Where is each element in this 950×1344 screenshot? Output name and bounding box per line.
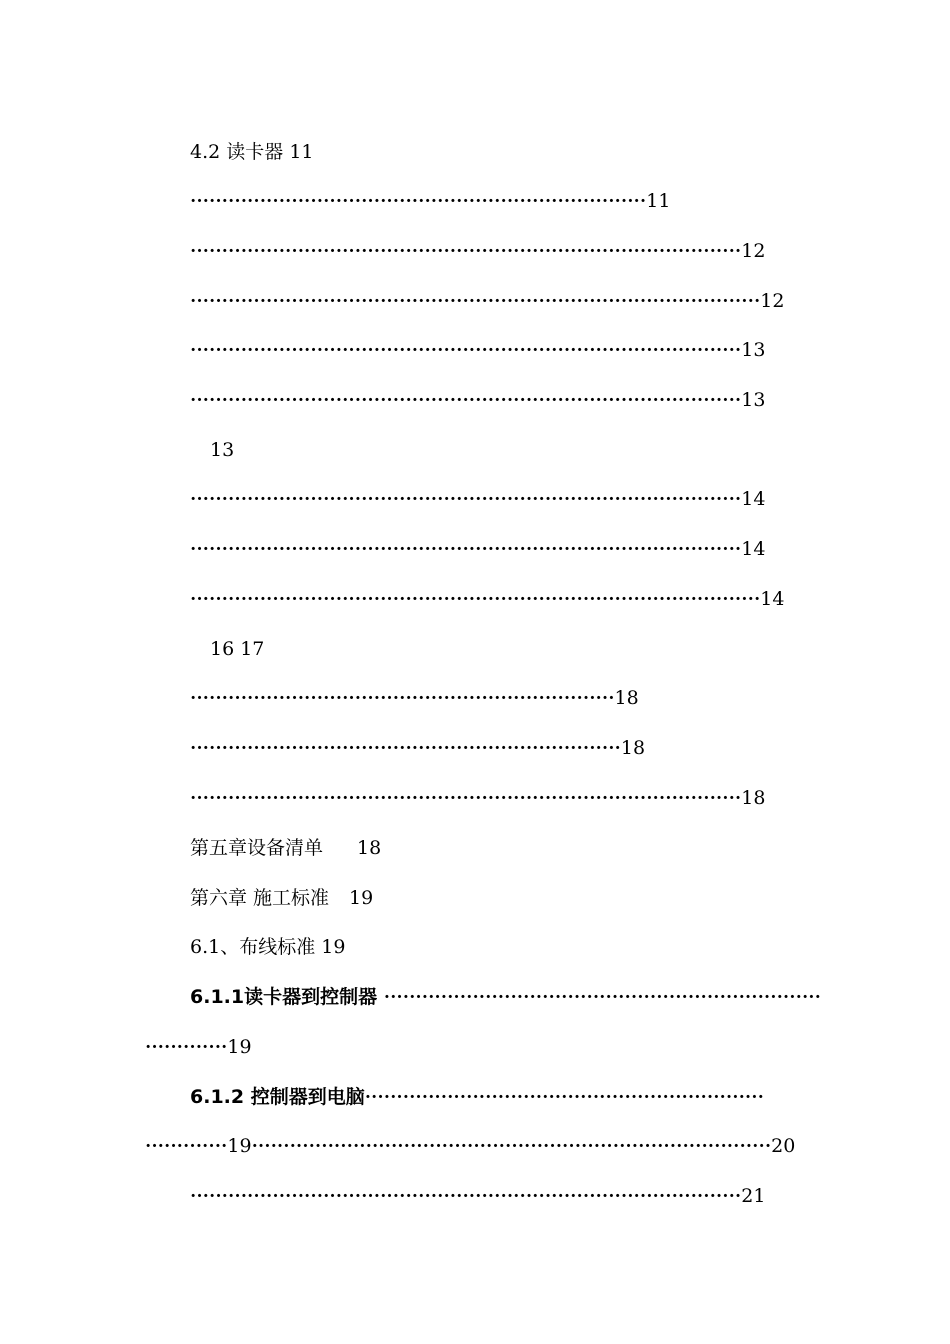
toc-orphan-page-numbers: 16 17 (210, 638, 265, 660)
toc-page-number: 14 (741, 488, 766, 510)
toc-page-number: 12 (741, 240, 766, 262)
toc-label: 6.1.2 控制器到电脑 (190, 1086, 365, 1108)
leader-dots: ············· (145, 1037, 228, 1058)
leader-dots: ······················································································· (190, 390, 742, 411)
leader-dots: ··································································· (190, 688, 615, 709)
toc-page-number: 19 (349, 887, 374, 909)
leader-dots: ······················································································· (190, 539, 742, 560)
toc-label: 6.1.1读卡器到控制器 (190, 986, 378, 1008)
toc-dotted-row[interactable] (190, 686, 639, 711)
toc-page-number: 21 (741, 1185, 766, 1207)
toc-page-number: 11 (646, 190, 671, 212)
toc-page-number: 13 (741, 339, 766, 361)
toc-dotted-row[interactable] (190, 786, 765, 811)
toc-entry-4-2[interactable] (190, 140, 314, 164)
leader-dots: ···································································· (190, 738, 621, 759)
toc-chapter-6[interactable] (190, 886, 373, 910)
toc-page-number: 19 (227, 1135, 252, 1157)
toc-page-number: 19 (321, 936, 346, 958)
leader-dots: ·························································································· (190, 291, 761, 312)
toc-label: 6.1、布线标准 (190, 936, 316, 958)
toc-dotted-row[interactable] (190, 1184, 765, 1209)
toc-dotted-row[interactable] (190, 189, 670, 214)
toc-label: 第六章 施工标准 (190, 887, 330, 909)
toc-dotted-row[interactable] (190, 338, 765, 363)
toc-label: 4.2 读卡器 (190, 141, 284, 163)
toc-page-number: 14 (760, 588, 785, 610)
leader-dots: ······················································································· (190, 1186, 742, 1207)
toc-chapter-5[interactable] (190, 836, 381, 860)
leader-dots: ········································································ (190, 191, 647, 212)
toc-dotted-row[interactable] (190, 388, 765, 413)
toc-page-number: 18 (357, 837, 382, 859)
leader-dots: ·························································································· (190, 589, 761, 610)
leader-dots: ······················································································· (190, 340, 742, 361)
leader-dots: ············· (145, 1136, 228, 1157)
toc-section-6-1-2[interactable] (190, 1085, 764, 1110)
toc-page-number: 19 (227, 1036, 252, 1058)
leader-dots: ·················································································· (251, 1136, 772, 1157)
leader-dots: ······················································································· (190, 489, 742, 510)
leader-dots: ····································································· (383, 987, 821, 1008)
toc-page-number: 14 (741, 538, 766, 560)
toc-page-number: 11 (289, 141, 314, 163)
leader-dots: ······················································································· (190, 241, 742, 262)
toc-label: 第五章设备清单 (190, 837, 324, 859)
toc-page-number: 13 (741, 389, 766, 411)
toc-page-number: 18 (741, 787, 766, 809)
toc-section-6-1-2-cont[interactable] (145, 1134, 795, 1159)
toc-dotted-row[interactable] (190, 736, 645, 761)
toc-dotted-row[interactable] (190, 289, 784, 314)
toc-page-number: 18 (614, 687, 639, 709)
toc-orphan-page-number: 13 (210, 439, 235, 461)
toc-page-number: 20 (771, 1135, 796, 1157)
toc-page-number: 12 (760, 290, 785, 312)
toc-dotted-row[interactable] (190, 239, 765, 264)
toc-page-number: 18 (620, 737, 646, 759)
toc-section-6-1-1-cont[interactable] (145, 1035, 252, 1060)
toc-dotted-row[interactable] (190, 587, 784, 612)
toc-section-6-1[interactable] (190, 935, 345, 959)
leader-dots: ······················································································· (190, 788, 742, 809)
leader-dots: ······························································· (364, 1087, 764, 1108)
toc-section-6-1-1[interactable] (190, 985, 821, 1010)
toc-dotted-row[interactable] (190, 537, 765, 562)
toc-dotted-row[interactable] (190, 487, 765, 512)
